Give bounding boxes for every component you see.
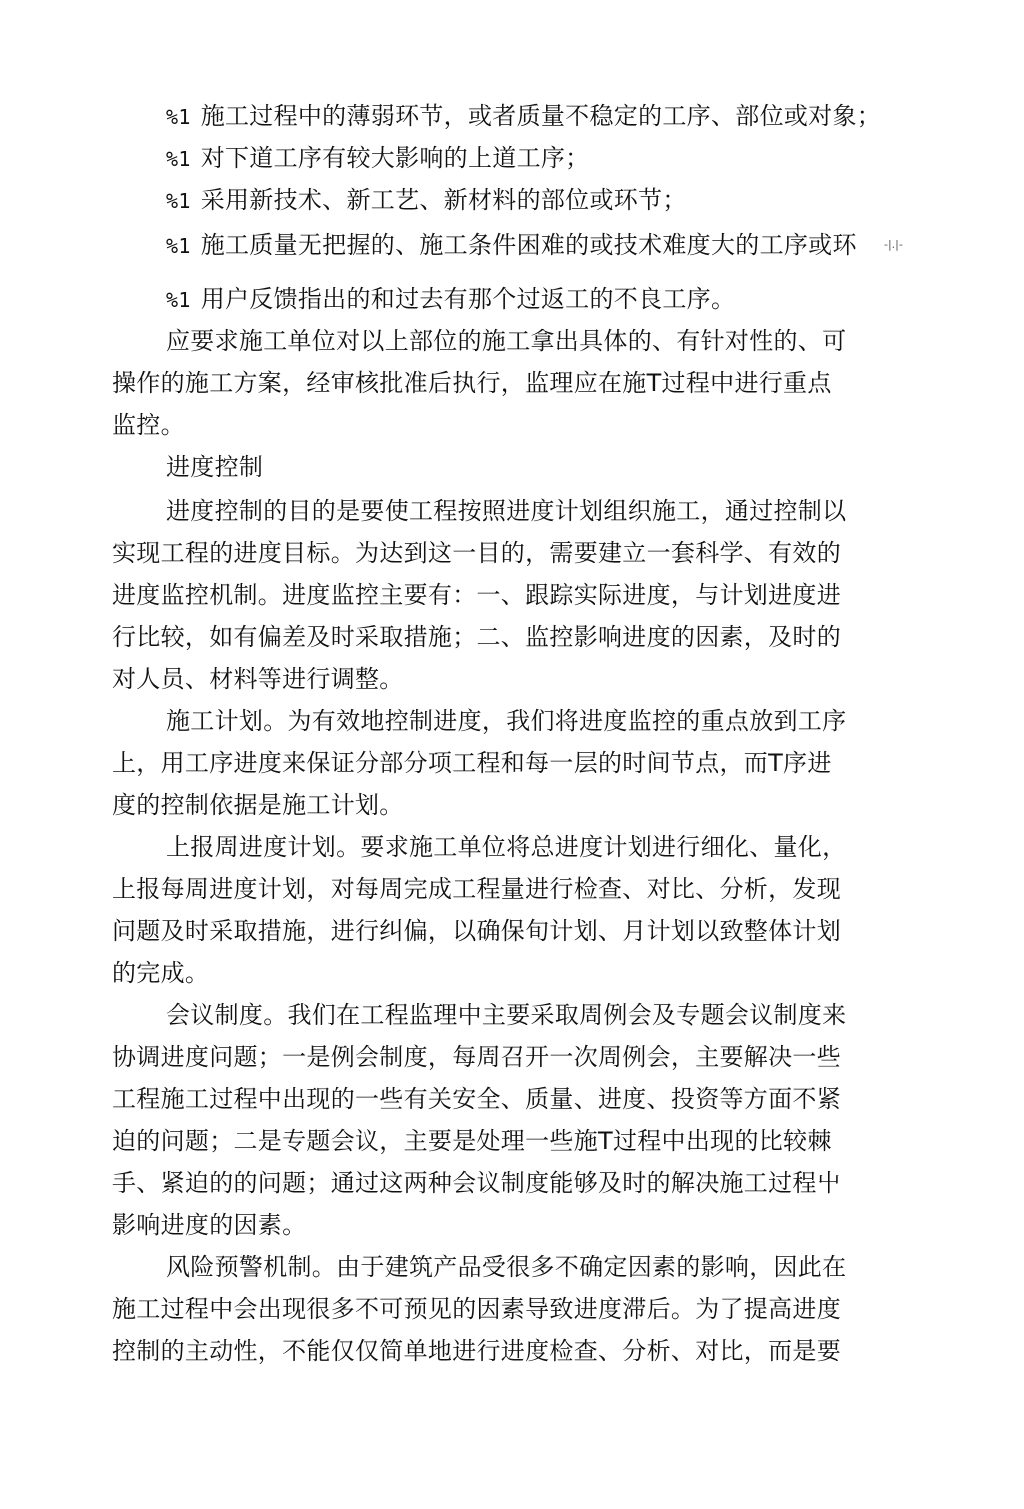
paragraph-line: 上，用工序进度来保证分部分项工程和每一层的时间节点，而T序进 <box>112 749 832 777</box>
list-item-text: 施工过程中的薄弱环节，或者质量不稳定的工序、部位或对象； <box>200 102 882 130</box>
paragraph-line: 行比较，如有偏差及时采取措施；二、监控影响进度的因素，及时的 <box>112 623 841 651</box>
paragraph-line: 施工计划。为有效地控制进度，我们将进度监控的重点放到工序 <box>166 707 847 735</box>
list-item-text: 施工质量无把握的、施工条件困难的或技术难度大的工序或环 <box>200 231 857 259</box>
list-item <box>166 95 881 137</box>
list-item <box>166 179 687 221</box>
list-marker: %1 <box>166 147 191 171</box>
list-marker: %1 <box>166 234 191 258</box>
section-heading: 进度控制 <box>166 453 264 481</box>
paragraph-line: 施工过程中会出现很多不可预见的因素导致进度滞后。为了提高进度 <box>112 1295 841 1323</box>
paragraph-line: 迫的问题；二是专题会议，主要是处理一些施T过程中出现的比较棘 <box>112 1127 832 1155</box>
paragraph-line: 控制的主动性，不能仅仅简单地进行进度检查、分析、对比，而是要 <box>112 1337 841 1365</box>
list-item <box>166 137 590 179</box>
paragraph-line: 风险预警机制。由于建筑产品受很多不确定因素的影响，因此在 <box>166 1253 847 1281</box>
paragraph-line: 工程施工过程中出现的一些有关安全、质量、进度、投资等方面不紧 <box>112 1085 841 1113</box>
paragraph-line: 操作的施工方案，经审核批准后执行，监理应在施T过程中进行重点 <box>112 369 832 397</box>
paragraph-line: 问题及时采取措施，进行纠偏，以确保旬计划、月计划以致整体计划 <box>112 917 841 945</box>
list-item <box>166 224 857 266</box>
paragraph-line: 对人员、材料等进行调整。 <box>112 665 404 693</box>
list-marker: %1 <box>166 105 191 129</box>
list-marker: %1 <box>166 189 191 213</box>
list-item-text: 采用新技术、新工艺、新材料的部位或环节； <box>200 186 687 214</box>
paragraph-line: 实现工程的进度目标。为达到这一目的，需要建立一套科学、有效的 <box>112 539 841 567</box>
paragraph-line: 会议制度。我们在工程监理中主要采取周例会及专题会议制度来 <box>166 1001 847 1029</box>
list-item <box>166 278 735 320</box>
paragraph-line: 进度监控机制。进度监控主要有：一、跟踪实际进度，与计划进度进 <box>112 581 841 609</box>
list-item-text: 对下道工序有较大影响的上道工序； <box>200 144 590 172</box>
paragraph-line: 协调进度问题；一是例会制度，每周召开一次周例会，主要解决一些 <box>112 1043 841 1071</box>
list-marker: %1 <box>166 288 191 312</box>
paragraph-line: 度的控制依据是施工计划。 <box>112 791 404 819</box>
paragraph-line: 影响进度的因素。 <box>112 1211 307 1239</box>
paragraph-line: 上报每周进度计划，对每周完成工程量进行检查、对比、分析，发现 <box>112 875 841 903</box>
paragraph-line: 手、紧迫的的问题；通过这两种会议制度能够及时的解决施工过程屮 <box>112 1169 841 1197</box>
paragraph-line: 监控。 <box>112 411 185 439</box>
paragraph-line: 的完成。 <box>112 959 210 987</box>
stray-mark: -|.|- <box>884 238 903 251</box>
paragraph-line: 上报周进度计划。要求施工单位将总进度计划进行细化、量化， <box>166 833 847 861</box>
list-item-text: 用户反馈指出的和过去有那个过返工的不良工序。 <box>200 285 736 313</box>
paragraph-line: 应要求施工单位对以上部位的施工拿出具体的、有针对性的、可 <box>166 327 847 355</box>
paragraph-line: 进度控制的目的是要使工程按照进度计划组织施工，通过控制以 <box>166 497 847 525</box>
